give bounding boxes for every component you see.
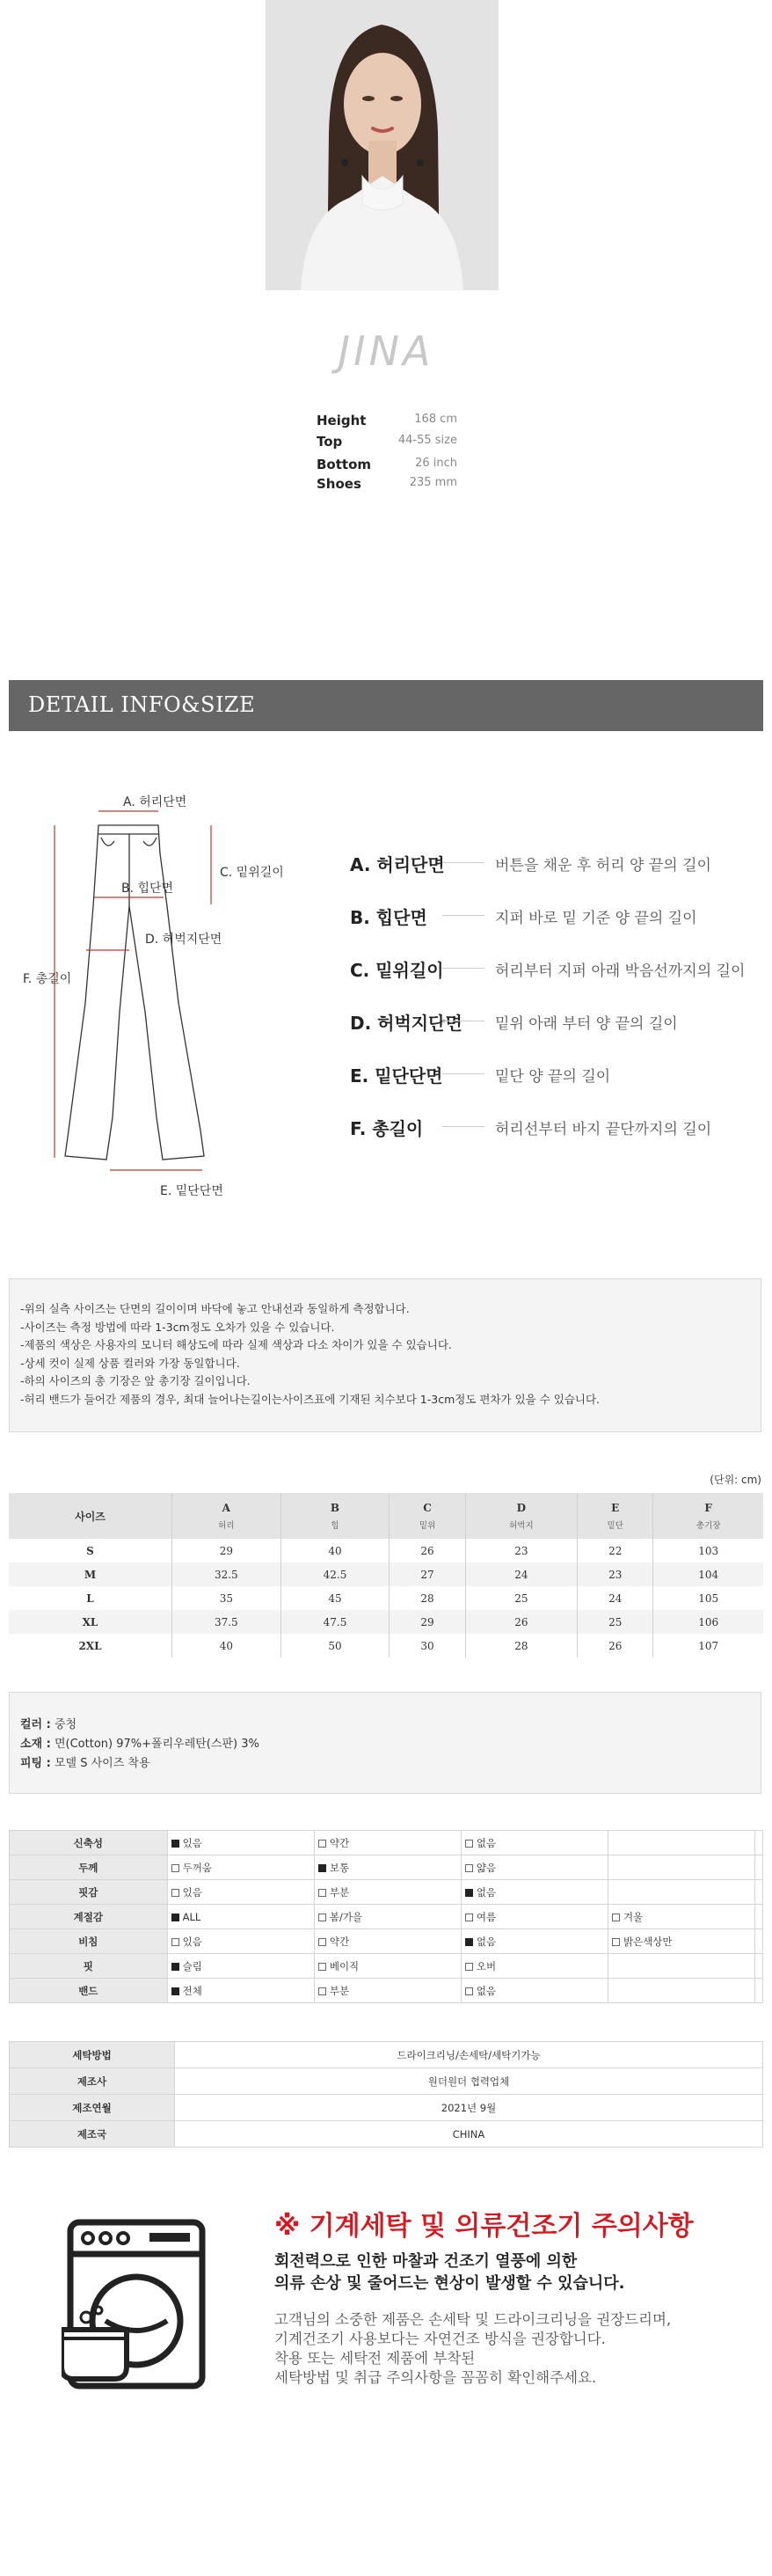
property-option: [314, 1929, 461, 1954]
unchecked-box-icon: [171, 1938, 179, 1946]
legend-key: B. 힙단면: [350, 907, 427, 928]
spec-value: 26 inch: [415, 457, 457, 470]
property-option: [461, 1954, 608, 1979]
spec-height: [317, 413, 457, 432]
property-option: [608, 1855, 754, 1880]
washing-machine-icon: [62, 2217, 213, 2393]
option-text: ALL: [182, 1910, 201, 1923]
legend-divider: [442, 968, 484, 969]
option-text: 있음: [182, 1885, 202, 1899]
size-cell: S: [9, 1539, 172, 1562]
legend-divider: [442, 862, 484, 863]
col-letter: A: [222, 1501, 230, 1514]
size-col-e: [578, 1493, 653, 1539]
property-option: [314, 1954, 461, 1979]
col-letter: C: [423, 1501, 432, 1514]
legend-desc: 허리부터 지퍼 아래 박음선까지의 길이: [495, 962, 746, 980]
size-cell: XL: [9, 1610, 172, 1634]
property-label: 비침: [10, 1929, 168, 1954]
spec-value: 44-55 size: [397, 434, 457, 447]
care-value: CHINA: [175, 2121, 763, 2148]
property-option: [314, 1855, 461, 1880]
property-option: [608, 1880, 754, 1905]
note-line: -하의 사이즈의 총 기장은 앞 총기장 길이입니다.: [20, 1374, 251, 1387]
value-cell: 40: [280, 1539, 390, 1562]
spec-key: Shoes: [317, 476, 361, 492]
unchecked-box-icon: [318, 1938, 326, 1946]
legend-divider: [442, 1073, 484, 1074]
value-cell: 24: [578, 1586, 653, 1610]
legend-row-b: [350, 904, 763, 930]
property-option: [608, 1979, 754, 2003]
table-row: [10, 1905, 763, 1929]
col-letter: F: [704, 1501, 712, 1514]
size-cell: 2XL: [9, 1634, 172, 1658]
pants-diagram: [0, 783, 343, 1205]
option-text: 없음: [476, 1885, 497, 1899]
col-name: 힙: [331, 1520, 339, 1531]
checked-box-icon: [465, 1938, 473, 1946]
unchecked-box-icon: [465, 1914, 473, 1921]
table-row: [9, 1610, 763, 1634]
unchecked-box-icon: [318, 1987, 326, 1995]
label-d: D. 허벅지단면: [145, 933, 222, 947]
spec-value: 168 cm: [414, 413, 457, 426]
size-col-b: [280, 1493, 390, 1539]
unchecked-box-icon: [612, 1938, 620, 1946]
property-empty: [755, 1929, 763, 1954]
legend-divider: [442, 1126, 484, 1127]
checked-box-icon: [171, 1914, 179, 1921]
option-text: 있음: [182, 1935, 202, 1948]
property-label: 신축성: [10, 1831, 168, 1855]
size-col-c: [390, 1493, 465, 1539]
care-value: 2021년 9월: [175, 2095, 763, 2121]
property-option: [608, 1954, 754, 1979]
property-option: [167, 1979, 314, 2003]
value-cell: 28: [465, 1634, 577, 1658]
property-option: [314, 1979, 461, 2003]
property-option: [608, 1929, 754, 1954]
value-cell: 105: [698, 1592, 719, 1605]
legend-divider: [442, 915, 484, 916]
option-text: 베이직: [329, 1959, 360, 1972]
fabric-info: [9, 1692, 761, 1794]
property-option: [314, 1831, 461, 1855]
size-col-f: [653, 1493, 763, 1539]
warning-sub-line: 의류 손상 및 줄어드는 현상이 발생할 수 있습니다.: [274, 2274, 625, 2293]
table-row: [9, 1562, 763, 1586]
checked-box-icon: [171, 1987, 179, 1995]
option-text: 슬림: [182, 1959, 202, 1972]
legend-key: C. 밑위길이: [350, 960, 444, 981]
property-option: [167, 1855, 314, 1880]
warning-sub-line: 회전력으로 인한 마찰과 건조기 열풍에 의한: [274, 2252, 578, 2271]
option-text: 여름: [476, 1910, 497, 1923]
option-text: 약간: [329, 1836, 350, 1849]
warning-body-line: 세탁방법 및 취급 주의사항을 꼼꼼히 확인해주세요.: [274, 2369, 597, 2386]
table-row: [10, 2095, 763, 2121]
property-option: [461, 1905, 608, 1929]
property-option: [314, 1905, 461, 1929]
property-option: [461, 1929, 608, 1954]
table-row: [10, 2042, 763, 2068]
option-text: 얇음: [476, 1861, 497, 1874]
banner-title: DETAIL INFO&SIZE: [28, 692, 256, 717]
property-option: [461, 1880, 608, 1905]
size-cell: M: [9, 1562, 172, 1586]
spec-value: 235 mm: [409, 476, 457, 489]
unchecked-box-icon: [465, 1840, 473, 1848]
property-option: [461, 1855, 608, 1880]
option-text: 오버: [476, 1959, 497, 1972]
value-cell: 24: [465, 1562, 577, 1586]
model-illustration: [266, 0, 499, 290]
col-name: 밑위: [419, 1520, 436, 1531]
value-cell: 30: [390, 1634, 465, 1658]
col-name: 밑단: [607, 1520, 623, 1531]
col-name: 총기장: [696, 1520, 721, 1531]
property-empty: [755, 1905, 763, 1929]
property-option: [461, 1831, 608, 1855]
table-row: [10, 1954, 763, 1979]
property-option: [167, 1954, 314, 1979]
property-empty: [755, 1954, 763, 1979]
value-cell: 103: [698, 1544, 719, 1557]
table-row: [10, 1929, 763, 1954]
label-e: E. 밑단단면: [160, 1184, 223, 1198]
warning-body-line: 기계건조기 사용보다는 자연건조 방식을 권장합니다.: [274, 2331, 606, 2347]
legend-key: F. 총길이: [350, 1118, 424, 1139]
value-cell: 29: [390, 1610, 465, 1634]
detail-banner: [9, 680, 763, 731]
legend-desc: 밑단 양 끝의 길이: [495, 1068, 611, 1086]
property-option: [167, 1905, 314, 1929]
property-label: 핏: [10, 1954, 168, 1979]
legend-row-a: [350, 851, 763, 877]
property-option: [167, 1880, 314, 1905]
size-corner: 사이즈: [9, 1493, 172, 1539]
legend-key: D. 허벅지단면: [350, 1013, 462, 1034]
value-cell: 50: [280, 1634, 390, 1658]
option-text: 부분: [329, 1885, 350, 1899]
checked-box-icon: [318, 1864, 326, 1872]
value-cell: 23: [578, 1562, 653, 1586]
legend-desc: 지퍼 바로 밑 기준 양 끝의 길이: [495, 910, 697, 927]
warning-title: ※ 기계세탁 및 의류건조기 주의사항: [274, 2211, 694, 2242]
value-cell: 40: [172, 1634, 281, 1658]
legend-desc: 허리선부터 바지 끝단까지의 길이: [495, 1121, 712, 1138]
legend-row-e: [350, 1062, 763, 1088]
option-text: 없음: [476, 1836, 497, 1849]
label-f: F. 총길이: [23, 972, 72, 986]
unchecked-box-icon: [318, 1889, 326, 1897]
col-name: 허벅지: [509, 1520, 534, 1531]
checked-box-icon: [171, 1963, 179, 1971]
note-line: -상세 컷이 실제 상품 컬러와 가장 동일합니다.: [20, 1356, 240, 1370]
option-text: 부분: [329, 1984, 350, 1997]
col-letter: E: [611, 1501, 620, 1514]
size-col-d: [465, 1493, 577, 1539]
value-cell: 35: [172, 1586, 281, 1610]
care-label: 세탁방법: [10, 2042, 175, 2068]
value-cell: 28: [390, 1586, 465, 1610]
care-value: 드라이크리닝/손세탁/세탁기가능: [175, 2042, 763, 2068]
size-table-header: [9, 1493, 763, 1539]
table-row: [10, 1855, 763, 1880]
option-text: 약간: [329, 1935, 350, 1948]
warning-body-line: 착용 또는 세탁전 제품에 부착된: [274, 2350, 476, 2367]
property-label: 계절감: [10, 1905, 168, 1929]
label-c: C. 밑위길이: [220, 866, 284, 880]
care-value: 원더원더 협력업체: [175, 2068, 763, 2095]
value-cell: 42.5: [280, 1562, 390, 1586]
value-cell: 26: [578, 1634, 653, 1658]
measurement-notes: [9, 1278, 761, 1432]
value-cell: 26: [465, 1610, 577, 1634]
legend-key: E. 밑단단면: [350, 1065, 443, 1087]
checked-box-icon: [465, 1889, 473, 1897]
option-text: 없음: [476, 1935, 497, 1948]
value-cell: 32.5: [172, 1562, 281, 1586]
value-cell: 25: [465, 1586, 577, 1610]
property-label: 두께: [10, 1855, 168, 1880]
value-cell: 26: [390, 1539, 465, 1562]
option-text: 없음: [476, 1984, 497, 1997]
property-option: [608, 1831, 754, 1855]
spec-key: Top: [317, 434, 343, 450]
value-cell: 45: [280, 1586, 390, 1610]
spec-key: Height: [317, 413, 367, 428]
value-cell: 23: [465, 1539, 577, 1562]
model-photo: [266, 0, 499, 290]
table-row: [10, 2068, 763, 2095]
table-row: [10, 2121, 763, 2148]
unchecked-box-icon: [171, 1864, 179, 1872]
table-row: [9, 1634, 763, 1658]
value-cell: 104: [653, 1562, 763, 1586]
value-cell: 37.5: [172, 1610, 281, 1634]
col-letter: D: [516, 1501, 527, 1514]
spec-top: [317, 434, 457, 453]
legend-key: A. 허리단면: [350, 854, 445, 875]
fabric-color: 컬러 : 중청: [20, 1718, 77, 1731]
property-empty: [755, 1979, 763, 2003]
property-label: 밴드: [10, 1979, 168, 2003]
value-cell: 29: [172, 1539, 281, 1562]
care-label: 제조연월: [10, 2095, 175, 2121]
option-text: 전체: [182, 1984, 202, 1997]
property-option: [461, 1979, 608, 2003]
value-cell: 25: [578, 1610, 653, 1634]
unchecked-box-icon: [465, 1963, 473, 1971]
legend-desc: 밑위 아래 부터 양 끝의 길이: [495, 1015, 678, 1033]
legend-row-c: [350, 956, 763, 983]
unchecked-box-icon: [318, 1840, 326, 1848]
unchecked-box-icon: [612, 1914, 620, 1921]
fabric-material: 소재 : 면(Cotton) 97%+폴리우레탄(스판) 3%: [20, 1738, 259, 1751]
unchecked-box-icon: [465, 1987, 473, 1995]
size-table: [9, 1493, 763, 1658]
property-table: [9, 1830, 763, 2003]
fabric-fitting: 피팅 : 모델 S 사이즈 착용: [20, 1757, 150, 1770]
note-line: -허리 밴드가 들어간 제품의 경우, 최대 늘어나는길이는사이즈표에 기재된 치수보다 1-3cm정도 편차가 있을 수 있습니다.: [20, 1392, 601, 1406]
legend-row-d: [350, 1009, 763, 1036]
unchecked-box-icon: [465, 1864, 473, 1872]
care-label: 제조국: [10, 2121, 175, 2148]
model-name: JINA: [338, 327, 434, 375]
property-option: [314, 1880, 461, 1905]
value-cell: 47.5: [280, 1610, 390, 1634]
size-col-a: [172, 1493, 281, 1539]
care-label: 제조사: [10, 2068, 175, 2095]
size-cell: L: [9, 1586, 172, 1610]
unchecked-box-icon: [171, 1889, 179, 1897]
property-option: [167, 1831, 314, 1855]
option-text: 봄/가을: [329, 1910, 363, 1923]
unit-label: (단위: cm): [710, 1474, 761, 1486]
legend-row-f: [350, 1115, 763, 1141]
value-cell: 106: [653, 1610, 763, 1634]
note-line: -위의 실측 사이즈는 단면의 길이이며 바닥에 놓고 안내선과 동일하게 측정합니다.: [20, 1302, 410, 1315]
unchecked-box-icon: [318, 1914, 326, 1921]
spec-bottom: [317, 457, 457, 476]
value-cell: 107: [698, 1639, 719, 1652]
option-text: 밝은색상만: [623, 1935, 673, 1948]
note-line: -제품의 색상은 사용자의 모니터 해상도에 따라 실제 색상과 다소 차이가 있을 수 있습니다.: [20, 1338, 452, 1351]
option-text: 두꺼움: [182, 1861, 212, 1874]
note-line: -사이즈는 측정 방법에 따라 1-3cm정도 오차가 있을 수 있습니다.: [20, 1320, 335, 1334]
value-cell: 22: [578, 1539, 653, 1562]
property-empty: [755, 1880, 763, 1905]
property-option: [608, 1905, 754, 1929]
table-row: [10, 1979, 763, 2003]
warning-body-line: 고객님의 소중한 제품은 손세탁 및 드라이크리닝을 권장드리며,: [274, 2311, 672, 2328]
value-cell: 27: [390, 1562, 465, 1586]
option-text: 있음: [182, 1836, 202, 1849]
col-letter: B: [330, 1501, 340, 1514]
table-row: [9, 1586, 763, 1610]
label-a: A. 허리단면: [123, 795, 187, 809]
unchecked-box-icon: [318, 1963, 326, 1971]
option-text: 보통: [329, 1861, 350, 1874]
col-name: 허리: [218, 1520, 235, 1531]
property-empty: [755, 1831, 763, 1855]
checked-box-icon: [171, 1840, 179, 1848]
table-row: [9, 1539, 763, 1562]
care-table: [9, 2041, 763, 2148]
spec-key: Bottom: [317, 457, 372, 472]
property-option: [167, 1929, 314, 1954]
property-label: 핏감: [10, 1880, 168, 1905]
property-empty: [755, 1855, 763, 1880]
label-b: B. 힙단면: [121, 882, 174, 896]
table-row: [10, 1831, 763, 1855]
table-row: [10, 1880, 763, 1905]
spec-shoes: [317, 476, 457, 495]
option-text: 겨울: [623, 1910, 644, 1923]
legend-desc: 버튼을 채운 후 허리 양 끝의 길이: [495, 857, 711, 875]
